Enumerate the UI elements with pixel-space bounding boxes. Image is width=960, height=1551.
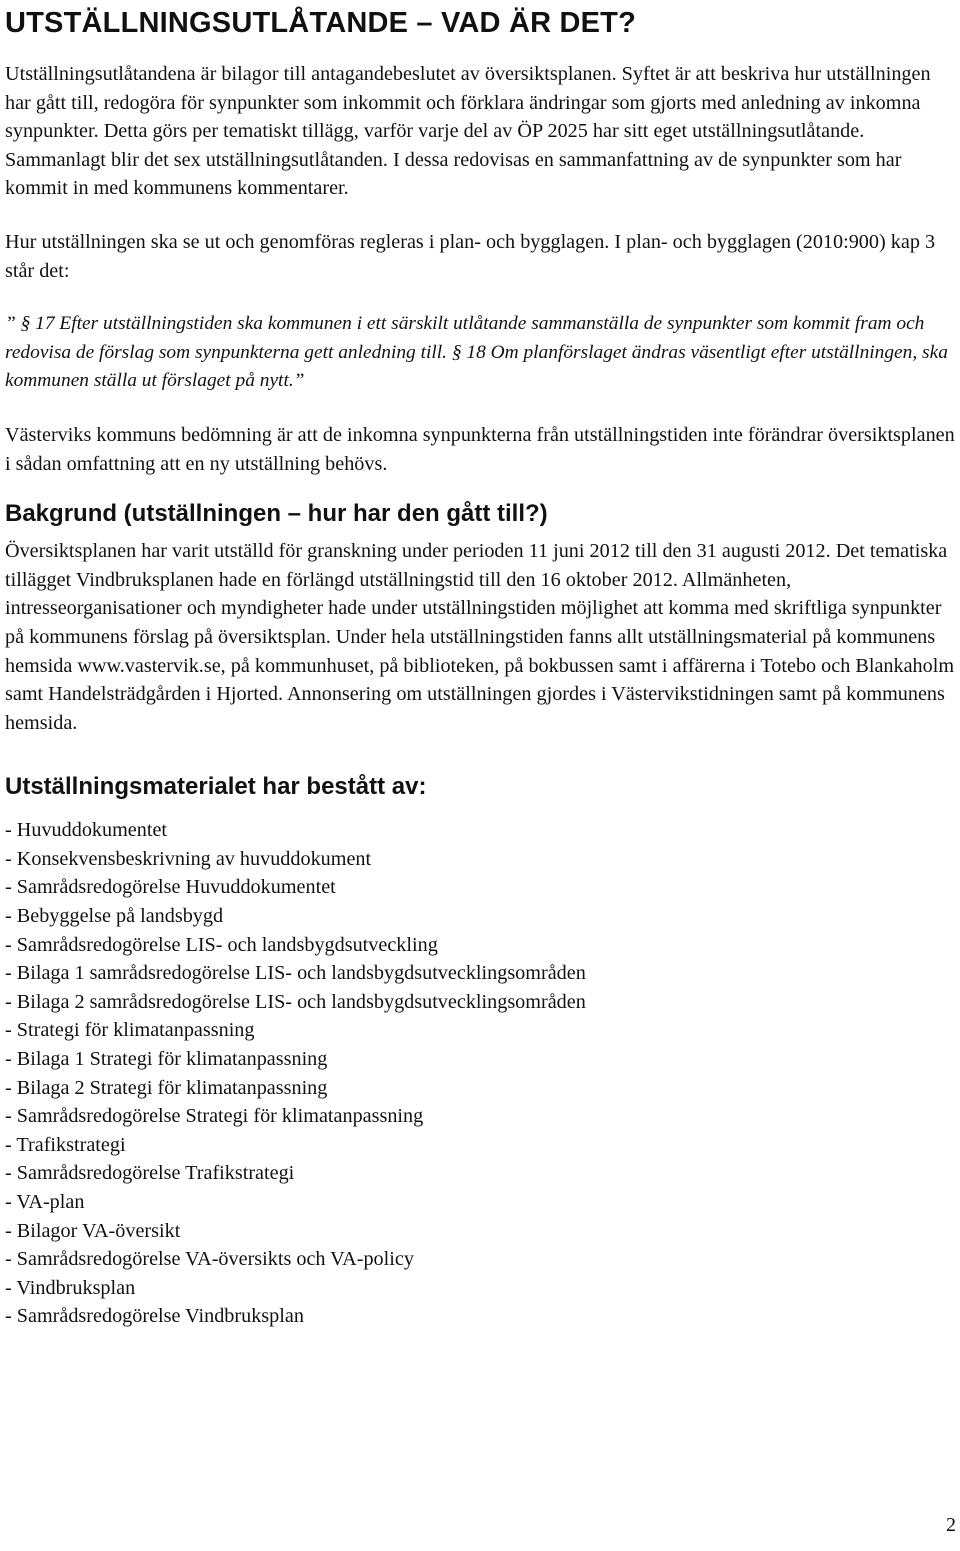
list-item: - Bebyggelse på landsbygd [5, 905, 224, 928]
background-paragraph: Översiktsplanen har varit utställd för granskning under perioden 11 juni 2012 till den 31 augusti 2012. Det tematiska tillägget Vindbruksplanen hade en förlängd utställningstid till den 16 oktober 2012. Allmänheten, intresseorganisationer och myndigheter hade under utställningstiden möjlighet att komma med skriftliga synpunkter på kommunens förslag på översiktsplan. Under hela utställningstiden fanns allt utställningsmaterial på kommunens hemsida www.vastervik.se, på kommunhuset, på biblioteken, på bokbussen samt i affärerna i Totebo och Blankaholm samt Handelsträdgården i Hjorted. Annonsering om utställningen gjordes i Västervikstidningen samt på kommunens hemsida. [5, 540, 955, 734]
list-item: - Konsekvensbeskrivning av huvuddokument [5, 847, 372, 870]
document-page [5, 0, 955, 1331]
list-item: - Bilagor VA-översikt [5, 1219, 181, 1242]
list-item: - Samrådsredogörelse LIS- och landsbygdsutveckling [5, 933, 438, 956]
list-item: - Samrådsredogörelse VA-översikts och VA-policy [5, 1248, 414, 1271]
list-item: - Samrådsredogörelse Strategi för klimatanpassning [5, 1105, 424, 1128]
list-item: - Strategi för klimatanpassning [5, 1019, 255, 1042]
list-item: - Samrådsredogörelse Vindbruksplan [5, 1305, 304, 1328]
list-item: - Vindbruksplan [5, 1276, 136, 1299]
list-item: - Trafikstrategi [5, 1133, 126, 1156]
page-title: UTSTÄLLNINGSUTLÅTANDE – VAD ÄR DET? [5, 7, 637, 39]
list-item: - Bilaga 1 samrådsredogörelse LIS- och landsbygdsutvecklingsområden [5, 962, 586, 985]
intro-paragraph: Utställningsutlåtandena är bilagor till antagandebeslutet av översiktsplanen. Syftet är att beskriva hur utställningen har gått till, redogöra för synpunkter som inkommit och förklara ändringar som gjorts med anledning av inkomna synpunkter. Detta görs per tematiskt tillägg, varför varje del av ÖP 2025 har sitt eget utställningsutlåtande. Sammanlagt blir det sex utställningsutlåtanden. I dessa redovisas en sammanfattning av de synpunkter som har kommit in med kommunens kommentarer. [5, 63, 931, 200]
law-intro-paragraph: Hur utställningen ska se ut och genomföras regleras i plan- och bygglagen. I plan- och bygglagen (2010:900) kap 3 står det: [5, 230, 936, 282]
material-list [5, 816, 955, 1331]
list-item: - Bilaga 2 samrådsredogörelse LIS- och landsbygdsutvecklingsområden [5, 990, 586, 1013]
list-item: - Bilaga 2 Strategi för klimatanpassning [5, 1076, 328, 1099]
list-item: - VA-plan [5, 1191, 85, 1213]
background-heading: Bakgrund (utställningen – hur har den gått till?) [5, 500, 548, 528]
list-item: - Samrådsredogörelse Trafikstrategi [5, 1162, 295, 1185]
law-quote: ” § 17 Efter utställningstiden ska kommunen i ett särskilt utlåtande sammanställa de synpunkter som kommit fram och redovisa de förslag som synpunkterna gett anledning till. § 18 Om planförslaget ändras väsentligt efter utställningen, ska kommunen ställa ut förslaget på nytt.” [5, 313, 948, 392]
assessment-paragraph: Västerviks kommuns bedömning är att de inkomna synpunkterna från utställningstiden inte förändrar översiktsplanen i sådan omfattning att en ny utställning behövs. [5, 423, 955, 475]
page-number: 2 [946, 1514, 956, 1536]
list-item: - Samrådsredogörelse Huvuddokumentet [5, 876, 336, 899]
material-heading: Utställningsmaterialet har bestått av: [5, 773, 427, 801]
list-item: - Huvuddokumentet [5, 819, 168, 842]
list-item: - Bilaga 1 Strategi för klimatanpassning [5, 1048, 328, 1071]
